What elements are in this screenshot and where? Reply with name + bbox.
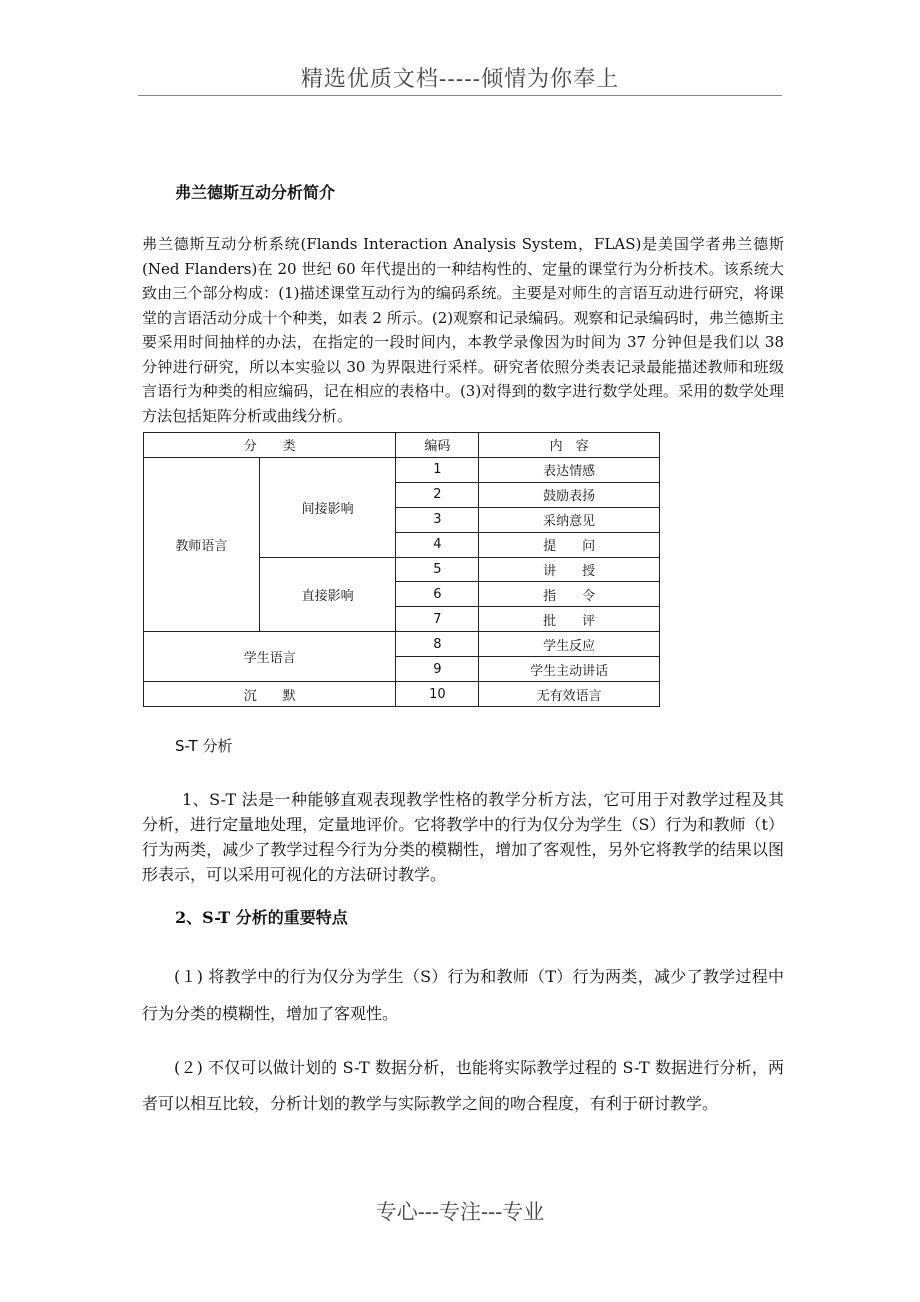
student-language-cell: 学生语言	[144, 632, 396, 682]
section1-paragraph: 弗兰德斯互动分析系统(Flands Interaction Analysis System，FLAS)是美国学者弗兰德斯(Ned Flanders)在 20 世纪 60 年代提出的一种结构性的、定量的课堂行为分析技术。该系统大致由三个部分构成：(1)描述课堂互动行为的编码系统。主要是对师生的言语互动进行研究，将课堂的言语活动分成十个种类，如表 2 所示。(2)观察和记录编码。观察和记录编码时，弗兰德斯主要采用时间抽样的办法，在指定的一段时间内，本教学录像因为时间为 37 分钟但是我们以 38 分钟进行研究，所以本实验以 30 为界限进行采样。研究者依照分类表记录最能描述教师和班级言语行为种类的相应编码，记在相应的表格中。(3)对得到的数字进行数学处理。采用的数学处理方法包括矩阵分析或曲线分析。	[142, 235, 784, 425]
table-row	[144, 457, 660, 482]
section2-paragraph-wrapper	[142, 787, 784, 887]
indirect-influence-cell: 间接影响	[259, 457, 396, 557]
code-cell: 1	[396, 457, 479, 482]
content-cell: 表达情感	[479, 457, 660, 482]
code-cell: 4	[396, 532, 479, 557]
flanders-code-table	[143, 432, 660, 707]
code-cell: 5	[396, 557, 479, 582]
header-divider	[138, 95, 782, 96]
content-cell: 学生主动讲话	[479, 657, 660, 682]
content-cell: 讲 授	[479, 557, 660, 582]
table-row	[144, 632, 660, 657]
table-row	[144, 682, 660, 707]
direct-influence-cell: 直接影响	[259, 557, 396, 632]
section2-title: S-T 分析	[175, 737, 233, 755]
code-cell: 7	[396, 607, 479, 632]
code-cell: 10	[396, 682, 479, 707]
content-cell: 指 令	[479, 582, 660, 607]
point-2: (２) 不仅可以做计划的 S-T 数据分析，也能将实际教学过程的 S-T 数据进行分析，两者可以相互比较，分析计划的教学与实际教学之间的吻合程度，有利于研讨教学。	[142, 1058, 784, 1113]
header-code: 编码	[396, 433, 479, 458]
point-1: (１) 将教学中的行为仅分为学生（S）行为和教师（T）行为两类，减少了教学过程中行为分类的模糊性，增加了客观性。	[142, 967, 784, 1023]
content-cell: 无有效语言	[479, 682, 660, 707]
code-cell: 3	[396, 507, 479, 532]
header-category: 分 类	[144, 433, 396, 458]
content-cell: 批 评	[479, 607, 660, 632]
content-cell: 提 问	[479, 532, 660, 557]
section2-paragraph: 1、S-T 法是一种能够直观表现教学性格的教学分析方法，它可用于对教学过程及其分析，进行定量地处理，定量地评价。它将教学中的行为仅分为学生（S）行为和教师（t）行为两类，减少了教学过程今行为分类的模糊性，增加了客观性，另外它将教学的结果以图形表示，可以采用可视化的方法研讨教学。	[142, 790, 784, 884]
header-content: 内 容	[479, 433, 660, 458]
content-cell: 学生反应	[479, 632, 660, 657]
content-cell: 采纳意见	[479, 507, 660, 532]
silence-cell: 沉 默	[144, 682, 396, 707]
section3-title: 2、S-T 分析的重要特点	[175, 908, 348, 927]
table-header-row	[144, 433, 660, 458]
code-cell: 2	[396, 482, 479, 507]
code-cell: 9	[396, 657, 479, 682]
code-cell: 8	[396, 632, 479, 657]
teacher-language-cell: 教师语言	[144, 457, 260, 631]
page-footer: 专心---专注---专业	[375, 1200, 545, 1224]
code-cell: 6	[396, 582, 479, 607]
content-cell: 鼓励表扬	[479, 482, 660, 507]
page-header: 精选优质文档-----倾情为你奉上	[300, 67, 620, 92]
section1-title: 弗兰德斯互动分析简介	[175, 183, 336, 202]
